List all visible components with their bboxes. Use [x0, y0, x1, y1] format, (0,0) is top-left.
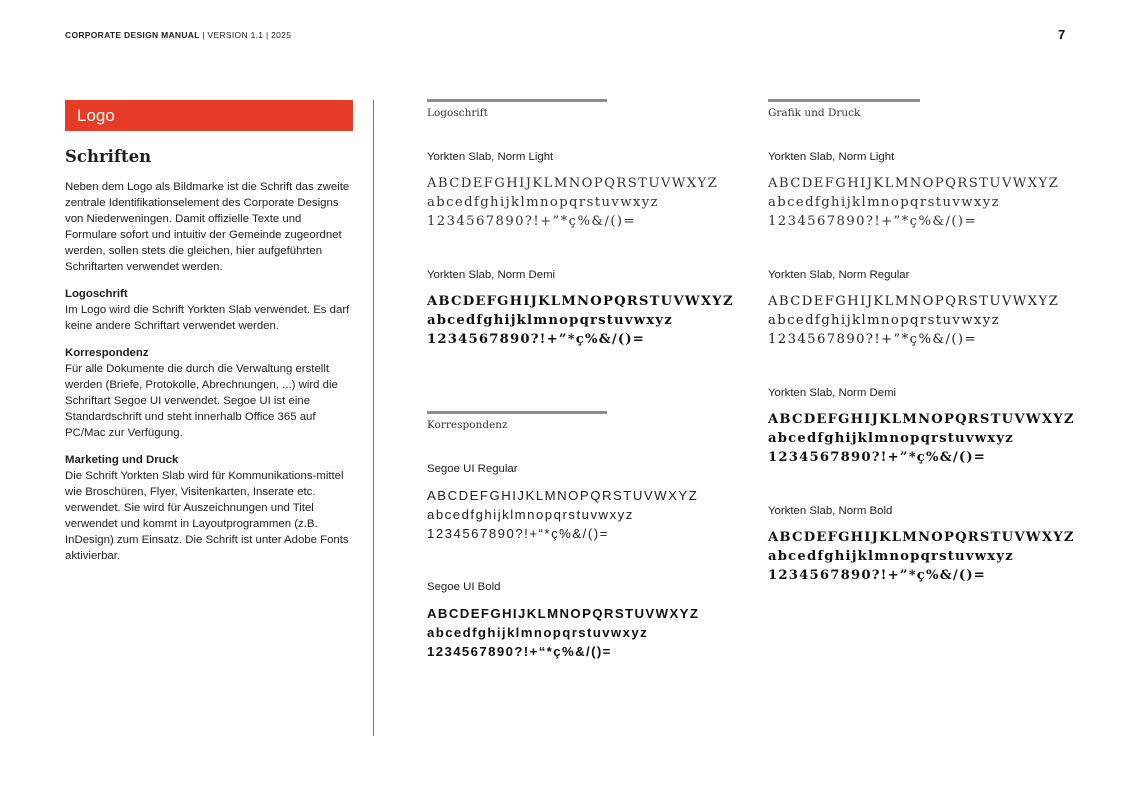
- font-name: Yorkten Slab, Norm Light: [768, 151, 895, 163]
- sample-uppercase: ABCDEFGHIJKLMNOPQRSTUVWXYZ: [427, 488, 699, 503]
- font-sample-logo-demi: [427, 269, 734, 349]
- subsection-text-logoschrift: Im Logo wird die Schrift Yorkten Slab verwendet. Es darf keine andere Schriftart verwendet werden.: [65, 304, 350, 332]
- sample-digits: 1234567890?!+”*ç%&/()=: [427, 332, 646, 347]
- font-sample-logo-light: [427, 151, 718, 231]
- font-name: Segoe UI Bold: [427, 581, 501, 593]
- manual-meta: | VERSION 1.1 | 2025: [199, 30, 292, 40]
- subsection-text-korrespondenz: Für alle Dokumente die durch die Verwaltung erstellt werden (Briefe, Protokolle, Abrechnungen, ...) wird die Schriftart Segoe UI verwendet. Segoe UI ist eine Standardschrift und steht innerhalb Office 365 auf PC/Mac zur Verfügung.: [65, 363, 338, 439]
- font-name: Yorkten Slab, Norm Demi: [427, 269, 556, 281]
- sample-uppercase: ABCDEFGHIJKLMNOPQRSTUVWXYZ: [427, 294, 734, 309]
- intro-column: [65, 147, 355, 564]
- sample-uppercase: ABCDEFGHIJKLMNOPQRSTUVWXYZ: [768, 294, 1060, 309]
- sample-digits: 1234567890?!+”*ç%&/()=: [768, 568, 987, 583]
- sample-uppercase: ABCDEFGHIJKLMNOPQRSTUVWXYZ: [427, 176, 719, 191]
- section-label-grafik: Grafik und Druck: [768, 107, 861, 119]
- font-name: Yorkten Slab, Norm Regular: [768, 269, 910, 281]
- sample-lowercase: abcedfghijklmnopqrstuvwxyz: [768, 549, 1014, 564]
- font-sample-grafik-demi: [768, 387, 1075, 467]
- column-divider: [373, 100, 374, 736]
- page-header: [65, 30, 291, 40]
- section-banner: Logo: [65, 100, 353, 131]
- sample-uppercase: ABCDEFGHIJKLMNOPQRSTUVWXYZ: [768, 412, 1075, 427]
- sample-digits: 1234567890?!+“*ç%&/()=: [427, 644, 612, 659]
- font-sample-segoe-bold: [427, 581, 699, 661]
- font-sample-segoe-regular: [427, 463, 698, 543]
- intro-text: Neben dem Logo als Bildmarke ist die Schrift das zweite zentrale Identifikationselement des Corporate Designs von Niederweningen. Damit offizielle Texte und Formulare sofort und intuitiv der Gemeinde zugeordnet werden, sollen stets die gleichen, hier aufgeführten Schriftarten verwendet werden.: [65, 181, 350, 273]
- sample-digits: 1234567890?!+”*ç%&/()=: [768, 332, 977, 347]
- font-name: Yorkten Slab, Norm Bold: [768, 505, 893, 517]
- sample-lowercase: abcedfghijklmnopqrstuvwxyz: [427, 625, 649, 640]
- font-name: Segoe UI Regular: [427, 463, 518, 475]
- page-number: 7: [1058, 27, 1066, 42]
- section-label-logoschrift: Logoschrift: [427, 107, 488, 119]
- sample-digits: 1234567890?!+“*ç%&/()=: [427, 526, 609, 541]
- sample-lowercase: abcedfghijklmnopqrstuvwxyz: [427, 507, 634, 522]
- sample-lowercase: abcedfghijklmnopqrstuvwxyz: [768, 431, 1014, 446]
- sample-lowercase: abcedfghijklmnopqrstuvwxyz: [768, 195, 1000, 210]
- sample-lowercase: abcedfghijklmnopqrstuvwxyz: [427, 313, 673, 328]
- subsection-title-marketing: Marketing und Druck: [65, 454, 179, 466]
- section-rule-korrespondenz: [427, 411, 607, 414]
- sample-digits: 1234567890?!+”*ç%&/()=: [768, 214, 977, 229]
- section-rule-grafik: [768, 99, 920, 102]
- sample-uppercase: ABCDEFGHIJKLMNOPQRSTUVWXYZ: [768, 176, 1060, 191]
- sample-uppercase: ABCDEFGHIJKLMNOPQRSTUVWXYZ: [427, 606, 700, 621]
- subsection-title-korrespondenz: Korrespondenz: [65, 347, 149, 359]
- sample-lowercase: abcedfghijklmnopqrstuvwxyz: [768, 313, 1000, 328]
- sample-uppercase: ABCDEFGHIJKLMNOPQRSTUVWXYZ: [768, 530, 1075, 545]
- page-title: Schriften: [65, 147, 152, 166]
- font-sample-grafik-regular: [768, 269, 1059, 349]
- subsection-text-marketing: Die Schrift Yorkten Slab wird für Kommunikations-mittel wie Broschüren, Flyer, Visitenkarten, Inserate etc. verwendet. Sie wird für Auszeichnungen und Titel verwendet und kommt in Layoutprogrammen (z.B. InDesign) zum Einsatz. Die Schrift ist unter Adobe Fonts aktivierbar.: [65, 470, 349, 562]
- sample-digits: 1234567890?!+”*ç%&/()=: [427, 214, 636, 229]
- font-name: Yorkten Slab, Norm Demi: [768, 387, 897, 399]
- font-sample-grafik-light: [768, 151, 1059, 231]
- sample-lowercase: abcedfghijklmnopqrstuvwxyz: [427, 195, 659, 210]
- font-name: Yorkten Slab, Norm Light: [427, 151, 554, 163]
- section-label-korrespondenz: Korrespondenz: [427, 419, 508, 431]
- font-sample-grafik-bold: [768, 505, 1075, 585]
- section-rule-logoschrift: [427, 99, 607, 102]
- sample-digits: 1234567890?!+”*ç%&/()=: [768, 450, 987, 465]
- manual-title: CORPORATE DESIGN MANUAL: [65, 30, 200, 40]
- subsection-title-logoschrift: Logoschrift: [65, 288, 128, 300]
